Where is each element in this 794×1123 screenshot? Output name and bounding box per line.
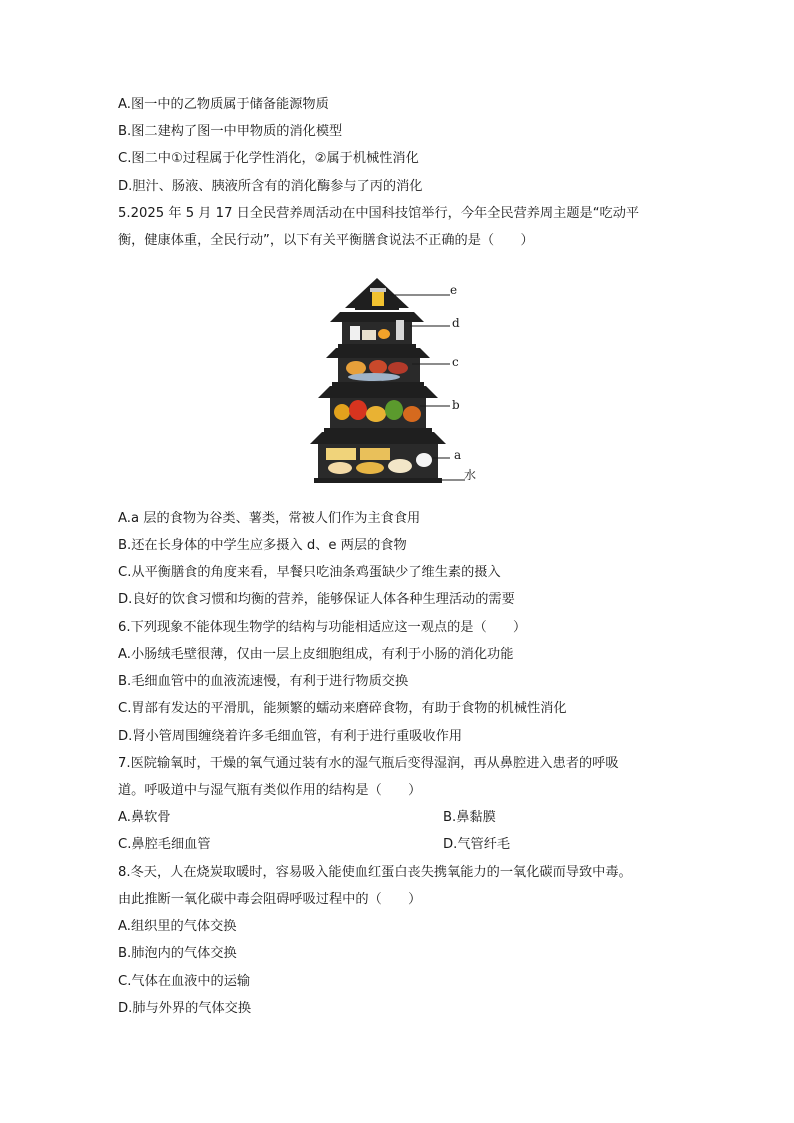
label-water: 水: [464, 468, 477, 482]
label-a: a: [454, 448, 462, 462]
label-c: c: [452, 355, 459, 369]
q6-option-c: C.胃部有发达的平滑肌，能频繁的蠕动来磨碎食物，有助于食物的机械性消化: [118, 701, 567, 716]
q5-option-b: B.还在长身体的中学生应多摄入 d、e 两层的食物: [118, 538, 407, 553]
food-pyramid-illustration: [300, 270, 500, 490]
q8-option-a: A.组织里的气体交换: [118, 919, 237, 934]
q4-option-a: A.图一中的乙物质属于储备能源物质: [118, 97, 329, 112]
q7-option-c: C.鼻腔毛细血管: [118, 837, 211, 852]
q4-option-b: B.图二建构了图一中甲物质的消化模型: [118, 124, 343, 139]
q8-option-b: B.肺泡内的气体交换: [118, 946, 237, 961]
q6-option-d: D.肾小管周围缠绕着许多毛细血管，有利于进行重吸收作用: [118, 729, 463, 744]
label-e: e: [450, 283, 458, 297]
q7-stem-line1: 7.医院输氧时，干燥的氧气通过装有水的湿气瓶后变得湿润，再从鼻腔进入患者的呼吸: [118, 756, 619, 771]
q7-stem-line2: 道。呼吸道中与湿气瓶有类似作用的结构是（ ）: [118, 783, 422, 798]
food-pyramid-figure: [300, 270, 500, 490]
q6-option-b: B.毛细血管中的血液流速慢，有利于进行物质交换: [118, 674, 409, 689]
q4-option-d: D.胆汁、肠液、胰液所含有的消化酶参与了丙的消化: [118, 179, 423, 194]
q5-option-a: A.a 层的食物为谷类、薯类，常被人们作为主食食用: [118, 511, 421, 526]
label-b: b: [452, 398, 460, 412]
q6-stem: 6.下列现象不能体现生物学的结构与功能相适应这一观点的是（ ）: [118, 620, 527, 635]
q8-option-c: C.气体在血液中的运输: [118, 974, 251, 989]
q8-stem-line1: 8.冬天，人在烧炭取暖时，容易吸入能使血红蛋白丧失携氧能力的一氧化碳而导致中毒。: [118, 865, 632, 880]
q5-option-c: C.从平衡膳食的角度来看，早餐只吃油条鸡蛋缺少了维生素的摄入: [118, 565, 501, 580]
q5-option-d: D.良好的饮食习惯和均衡的营养，能够保证人体各种生理活动的需要: [118, 592, 515, 607]
q5-stem-line2: 衡，健康体重，全民行动”，以下有关平衡膳食说法不正确的是（ ）: [118, 233, 534, 248]
q6-option-a: A.小肠绒毛壁很薄，仅由一层上皮细胞组成，有利于小肠的消化功能: [118, 647, 514, 662]
q5-stem-line1: 5.2025 年 5 月 17 日全民营养周活动在中国科技馆举行，今年全民营养周主题是“吃动平: [118, 206, 640, 221]
q4-option-c: C.图二中①过程属于化学性消化，②属于机械性消化: [118, 151, 419, 166]
label-d: d: [452, 316, 460, 330]
q7-option-b: B.鼻黏膜: [443, 810, 496, 825]
q8-stem-line2: 由此推断一氧化碳中毒会阻碍呼吸过程中的（ ）: [118, 892, 422, 907]
q7-option-a: A.鼻软骨: [118, 810, 171, 825]
q8-option-d: D.肺与外界的气体交换: [118, 1001, 252, 1016]
q7-option-d: D.气管纤毛: [443, 837, 511, 852]
